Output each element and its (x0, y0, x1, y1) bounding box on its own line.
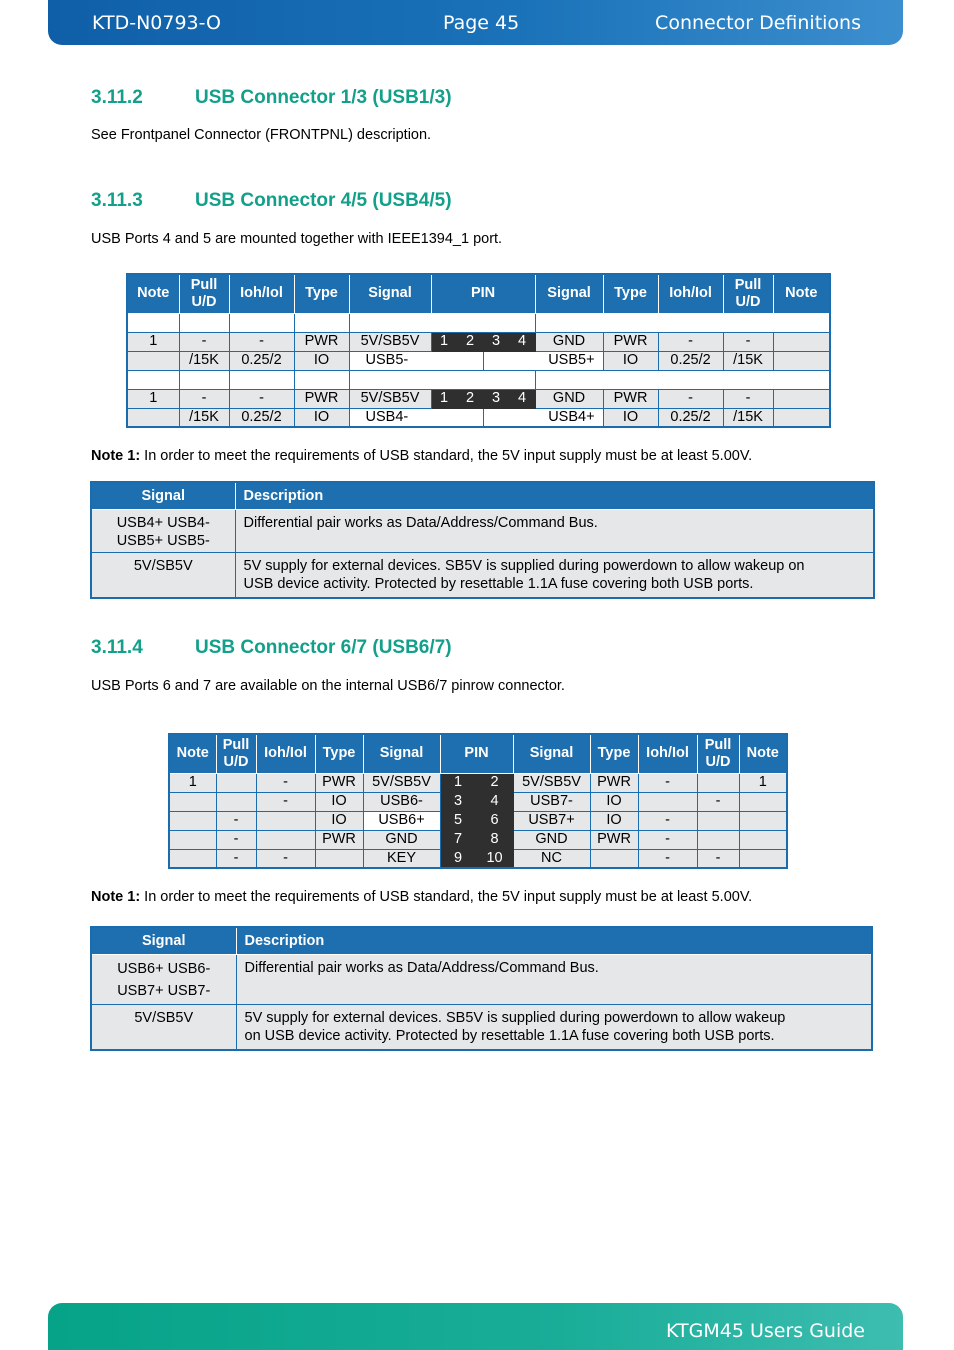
table-row (127, 408, 830, 427)
col-header-ioh: Ioh/Iol (229, 274, 294, 313)
table-cell: USB4+ (483, 408, 603, 427)
pin-number: 1 (431, 332, 457, 351)
table-cell (169, 792, 216, 811)
pin-number: 4 (476, 792, 513, 811)
table-cell (697, 773, 739, 792)
description-cell: 5V supply for external devices. SB5V is supplied during powerdown to allow wakeup on USB device activity. Protected by resettable 1.1A fuse covering both USB ports. (235, 552, 874, 598)
table-cell: /15K (723, 351, 773, 370)
table-header-row (127, 274, 830, 313)
table-cell: 0.25/2 (229, 351, 294, 370)
table-cell: - (638, 811, 697, 830)
table-cell (315, 849, 363, 868)
description-cell: Differential pair works as Data/Address/Command Bus. (235, 509, 874, 552)
table-cell (739, 792, 787, 811)
table-cell (535, 313, 830, 332)
table-cell: PWR (603, 389, 658, 408)
table-cell: USB6- (363, 792, 440, 811)
table-cell: PWR (603, 332, 658, 351)
pin-number: 4 (509, 389, 535, 408)
table-cell: - (216, 849, 256, 868)
pin-number: 10 (476, 849, 513, 868)
section-heading-usb67: 3.11.4 USB Connector 6/7 (USB6/7) (91, 637, 452, 658)
page-footer (48, 1303, 903, 1350)
section-heading-usb45: 3.11.3 USB Connector 4/5 (USB4/5) (91, 190, 452, 211)
table-cell: - (256, 849, 315, 868)
table-row (127, 389, 830, 408)
table-cell (169, 830, 216, 849)
table-cell (127, 408, 179, 427)
table-cell: IO (603, 351, 658, 370)
table-cell: GND (363, 830, 440, 849)
pin-number: 2 (476, 773, 513, 792)
pin-number: 1 (440, 773, 476, 792)
table-cell: PWR (590, 773, 638, 792)
note-text: In order to meet the requirements of USB standard, the 5V input supply must be at least 5.00V. (140, 448, 753, 464)
table-cell: - (229, 332, 294, 351)
table-cell (535, 370, 830, 389)
table-cell: PWR (315, 830, 363, 849)
table-cell: IO (294, 408, 349, 427)
col-header-pull: Pull U/D (723, 274, 773, 313)
note-label: Note 1: (91, 448, 141, 464)
table-cell: 1 (169, 773, 216, 792)
table-cell (216, 792, 256, 811)
usb67-signal-description-table (90, 926, 873, 1051)
col-header-ioh: Ioh/Iol (256, 734, 315, 773)
page-number: Page 45 (443, 12, 520, 34)
table-row (127, 370, 830, 389)
usb67-pinout-table (168, 733, 788, 869)
col-header-signal: Signal (91, 927, 236, 954)
col-header-note: Note (773, 274, 830, 313)
pin-number: 2 (457, 389, 483, 408)
pin-number: 7 (440, 830, 476, 849)
col-header-note: Note (127, 274, 179, 313)
signal-cell: 5V/SB5V (91, 552, 235, 598)
table-cell: IO (315, 792, 363, 811)
col-header-signal: Signal (363, 734, 440, 773)
table-cell (169, 811, 216, 830)
table-cell: PWR (590, 830, 638, 849)
document-id: KTD-N0793-O (92, 12, 221, 34)
usb45-description: USB Ports 4 and 5 are mounted together with IEEE1394_1 port. (91, 231, 503, 247)
table-cell: /15K (179, 351, 229, 370)
col-header-pull: Pull U/D (179, 274, 229, 313)
pin-number: 8 (476, 830, 513, 849)
col-header-pin: PIN (431, 274, 535, 313)
pin-number: 3 (440, 792, 476, 811)
table-cell (638, 792, 697, 811)
pin-number: 1 (431, 389, 457, 408)
col-header-ioh: Ioh/Iol (658, 274, 723, 313)
pin-number: 2 (457, 332, 483, 351)
table-cell: USB7+ (513, 811, 590, 830)
pin-number: 3 (483, 332, 509, 351)
pin-number: 9 (440, 849, 476, 868)
table-cell: USB4- (349, 408, 483, 427)
table-cell (773, 389, 830, 408)
table-cell (229, 370, 294, 389)
pin-number: 5 (440, 811, 476, 830)
table-row (127, 351, 830, 370)
table-cell (256, 830, 315, 849)
table-row (169, 849, 787, 868)
col-header-type: Type (315, 734, 363, 773)
table-cell: 5V/SB5V (363, 773, 440, 792)
table-row (91, 509, 874, 552)
table-cell: 1 (127, 389, 179, 408)
col-header-ioh: Ioh/Iol (638, 734, 697, 773)
table-cell (229, 313, 294, 332)
note-text: In order to meet the requirements of USB standard, the 5V input supply must be at least 5.00V. (140, 889, 753, 905)
description-cell: 5V supply for external devices. SB5V is supplied during powerdown to allow wakeup on USB device activity. Protected by resettable 1.1A fuse covering both USB ports. (236, 1004, 872, 1050)
table-cell (697, 830, 739, 849)
guide-title: KTGM45 Users Guide (666, 1320, 865, 1342)
table-row (91, 954, 872, 1004)
table-cell: - (256, 792, 315, 811)
table-cell: - (638, 849, 697, 868)
table-cell: 5V/SB5V (349, 332, 431, 351)
table-cell: GND (535, 389, 603, 408)
pin-number: 6 (476, 811, 513, 830)
table-cell: - (697, 849, 739, 868)
usb67-note (91, 889, 752, 905)
table-cell: - (697, 792, 739, 811)
table-cell: - (658, 389, 723, 408)
col-header-description: Description (235, 482, 874, 509)
table-cell (127, 370, 179, 389)
table-cell: 0.25/2 (658, 351, 723, 370)
table-cell: /15K (723, 408, 773, 427)
page-header (48, 0, 903, 45)
table-row (91, 1004, 872, 1050)
table-cell (216, 773, 256, 792)
table-row (169, 773, 787, 792)
pin-number: 3 (483, 389, 509, 408)
table-cell (169, 849, 216, 868)
table-row (127, 313, 830, 332)
table-cell (739, 811, 787, 830)
col-header-signal: Signal (349, 274, 431, 313)
table-cell: - (179, 389, 229, 408)
table-cell: 0.25/2 (658, 408, 723, 427)
col-header-pull: Pull U/D (216, 734, 256, 773)
table-cell: - (256, 773, 315, 792)
table-cell: 1 (127, 332, 179, 351)
table-cell: 5V/SB5V (513, 773, 590, 792)
table-cell: - (723, 332, 773, 351)
table-cell: IO (315, 811, 363, 830)
table-cell: KEY (363, 849, 440, 868)
col-header-type: Type (590, 734, 638, 773)
table-cell: 5V/SB5V (349, 389, 431, 408)
table-header-row (169, 734, 787, 773)
table-cell: IO (590, 792, 638, 811)
table-cell (179, 313, 229, 332)
usb13-description: See Frontpanel Connector (FRONTPNL) description. (91, 127, 432, 143)
table-cell: - (638, 773, 697, 792)
table-cell (739, 849, 787, 868)
table-cell: GND (535, 332, 603, 351)
table-cell (256, 811, 315, 830)
table-row (169, 830, 787, 849)
table-cell: NC (513, 849, 590, 868)
table-cell: - (216, 830, 256, 849)
table-cell (739, 830, 787, 849)
col-header-note: Note (169, 734, 216, 773)
col-header-type: Type (603, 274, 658, 313)
col-header-description: Description (236, 927, 872, 954)
table-cell: - (179, 332, 229, 351)
col-header-signal: Signal (513, 734, 590, 773)
table-cell: - (216, 811, 256, 830)
table-cell: USB5- (349, 351, 483, 370)
table-cell (773, 408, 830, 427)
table-cell: GND (513, 830, 590, 849)
col-header-note: Note (739, 734, 787, 773)
col-header-type: Type (294, 274, 349, 313)
table-cell (179, 370, 229, 389)
table-cell (697, 811, 739, 830)
table-cell: PWR (294, 389, 349, 408)
table-cell (773, 351, 830, 370)
table-cell (349, 313, 535, 332)
table-row (169, 811, 787, 830)
table-cell: - (658, 332, 723, 351)
table-cell (349, 370, 535, 389)
table-cell: IO (294, 351, 349, 370)
table-cell: USB5+ (483, 351, 603, 370)
table-cell (294, 313, 349, 332)
table-cell (127, 351, 179, 370)
table-cell (127, 313, 179, 332)
table-cell: PWR (315, 773, 363, 792)
table-cell: IO (603, 408, 658, 427)
table-cell: 1 (739, 773, 787, 792)
table-row (127, 332, 830, 351)
table-cell: /15K (179, 408, 229, 427)
pin-number: 4 (509, 332, 535, 351)
table-cell (773, 332, 830, 351)
signal-cell: USB4+ USB4- USB5+ USB5- (91, 509, 235, 552)
signal-cell: 5V/SB5V (91, 1004, 236, 1050)
usb45-note (91, 448, 752, 464)
chapter-title: Connector Definitions (655, 12, 861, 34)
usb67-description: USB Ports 6 and 7 are available on the internal USB6/7 pinrow connector. (91, 678, 565, 694)
col-header-signal: Signal (535, 274, 603, 313)
table-cell (590, 849, 638, 868)
col-header-pin: PIN (440, 734, 513, 773)
signal-cell: USB6+ USB6- USB7+ USB7- (91, 954, 236, 1004)
table-cell: PWR (294, 332, 349, 351)
usb45-signal-description-table (90, 481, 875, 599)
table-cell: USB7- (513, 792, 590, 811)
col-header-pull: Pull U/D (697, 734, 739, 773)
table-cell: - (723, 389, 773, 408)
table-cell: 0.25/2 (229, 408, 294, 427)
description-cell: Differential pair works as Data/Address/Command Bus. (236, 954, 872, 1004)
table-row (91, 552, 874, 598)
table-cell: USB6+ (363, 811, 440, 830)
section-heading-usb13: 3.11.2 USB Connector 1/3 (USB1/3) (91, 87, 452, 108)
table-cell: - (638, 830, 697, 849)
col-header-signal: Signal (91, 482, 235, 509)
table-row (169, 792, 787, 811)
note-label: Note 1: (91, 889, 141, 905)
table-cell (294, 370, 349, 389)
table-cell: - (229, 389, 294, 408)
table-cell: IO (590, 811, 638, 830)
usb45-pinout-table (126, 273, 831, 428)
